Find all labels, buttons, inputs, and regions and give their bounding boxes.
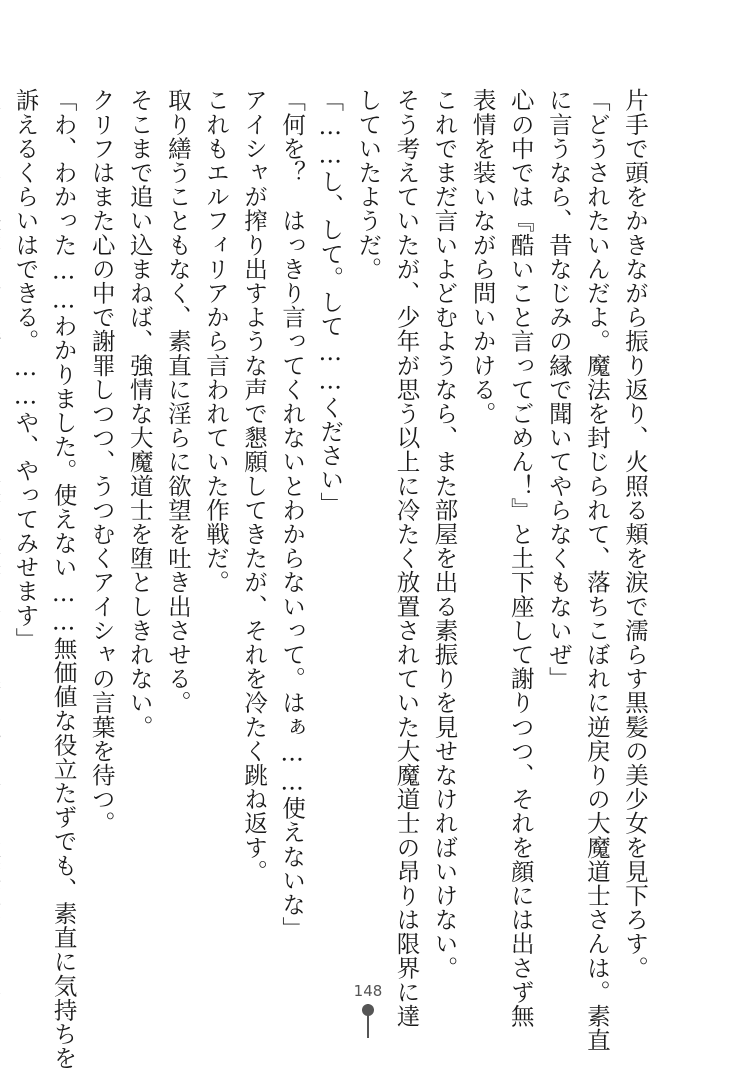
text-line: 心の中では『酷いこと言ってごめん！』と土下座して謝りつつ、それを顔には出さず無 [506, 88, 535, 1028]
text-line: そう考えていたが、少年が思う以上に冷たく放置されていた大魔道士の昂りは限界に達 [392, 88, 421, 1028]
text-line: に言うなら、昔なじみの縁で聞いてやらなくもないぜ」 [544, 88, 573, 691]
text-line: 取り繕うこともなく、素直に淫らに欲望を吐き出させる。 [163, 88, 192, 715]
page-number: 148 [353, 982, 383, 1000]
text-line: 訴えるくらいはできる。……や、やってみせます」 [11, 88, 40, 652]
text-line [0, 88, 6, 968]
text-line: 片手で頭をかきながら振り返り、火照る頬を涙で濡らす黒髪の美少女を見下ろす。 [621, 88, 649, 980]
text-line: これもエルフィリアから言われていた作戦だ。 [201, 88, 230, 595]
page-marker-dot-icon [362, 1004, 374, 1016]
text-line: これでまだ言いよどむようなら、また部屋を出る素振りを見せなければいけない。 [430, 88, 459, 980]
text-line: 「どうされたいんだよ。魔法を封じられて、落ちこぼれに逆戻りの大魔道士さんは。素直 [582, 88, 611, 1052]
text-line: していたようだ。 [354, 88, 383, 281]
text-line: 表情を装いながら問いかける。 [468, 88, 497, 426]
text-line: 「何を？ はっきり言ってくれないとわからないって。はぁ……使えないな」 [278, 88, 307, 941]
text-line: 「わ、わかった……わかりました。使えない……無価値な役立たずでも、素直に気持ちを [49, 88, 78, 1070]
text-line: 「……し、して。して……ください」 [316, 88, 345, 516]
text-line: クリフはまた心の中で謝罪しつつ、うつむくアイシャの言葉を待つ。 [87, 88, 116, 836]
text-line: そこまで追い込まねば、強情な大魔道士を堕としきれない。 [125, 88, 154, 739]
text-line: アイシャが搾り出すような声で懇願してきたが、それを冷たく跳ね返す。 [240, 88, 269, 884]
